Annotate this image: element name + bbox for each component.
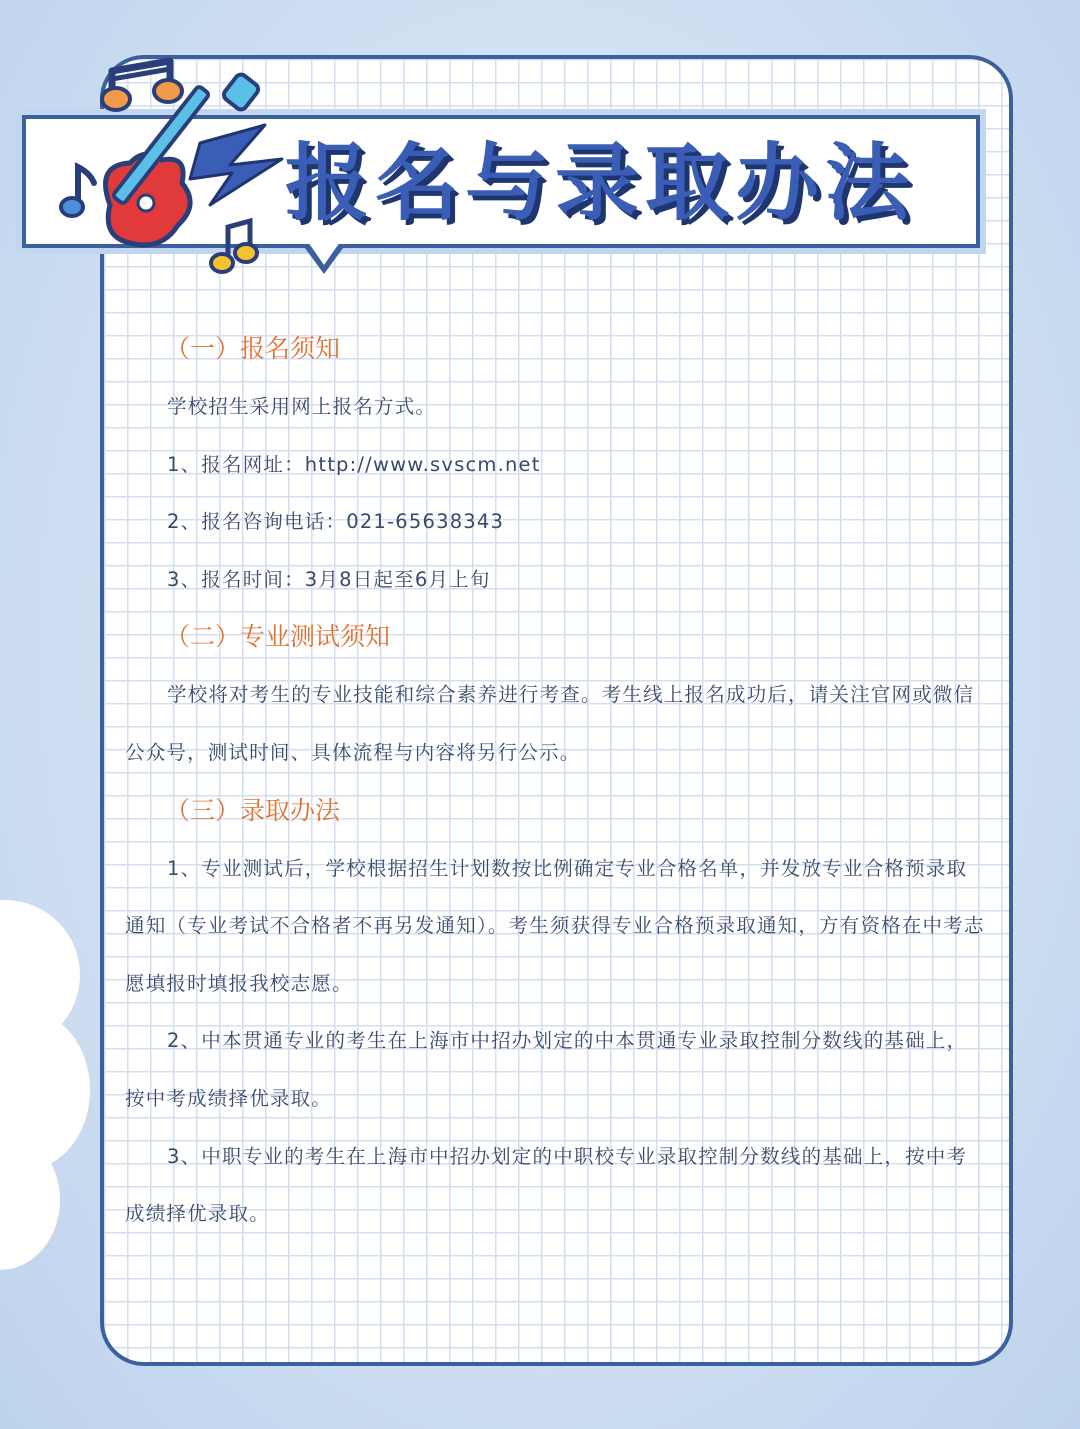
music-note-icon [102,61,182,110]
section-heading: （二）专业测试须知 [165,622,391,652]
body-paragraph: 3、中职专业的考生在上海市中招办划定的中职校专业录取控制分数线的基础上，按中考成绩择优录取。 [125,1144,968,1226]
music-note-icon [211,221,257,272]
section-heading: （三）录取办法 [165,795,341,825]
body-paragraph: 2、中本贯通专业的考生在上海市中招办划定的中本贯通专业录取控制分数线的基础上，按中考成绩择优录取。 [125,1029,968,1110]
body-paragraph: 1、专业测试后，学校根据招生计划数按比例确定专业合格名单，并发放专业合格预录取通知（专业考试不合格者不再另发通知）。考生须获得专业合格预录取通知，方有资格在中考志愿填报时填报我校志愿。 [125,856,985,995]
page-title: 报名与录取办法 [285,134,916,232]
registration-time: 3、报名时间：3月8日起至6月上旬 [167,567,491,591]
title-pointer-inner [308,242,340,265]
body-paragraph: 学校将对考生的专业技能和综合素养进行考查。考生线上报名成功后，请关注官网或微信公众号，测试时间、具体流程与内容将另行公示。 [125,683,975,764]
section-heading: （一）报名须知 [165,334,341,363]
registration-url: 1、报名网址：http://www.svscm.net [167,452,541,476]
registration-phone: 2、报名咨询电话：021-65638343 [167,510,505,534]
body-line: 学校招生采用网上报名方式。 [167,395,437,418]
content-body [125,320,985,1243]
music-note-icon [61,167,94,216]
music-decoration [50,55,300,285]
lightning-icon [190,125,282,205]
